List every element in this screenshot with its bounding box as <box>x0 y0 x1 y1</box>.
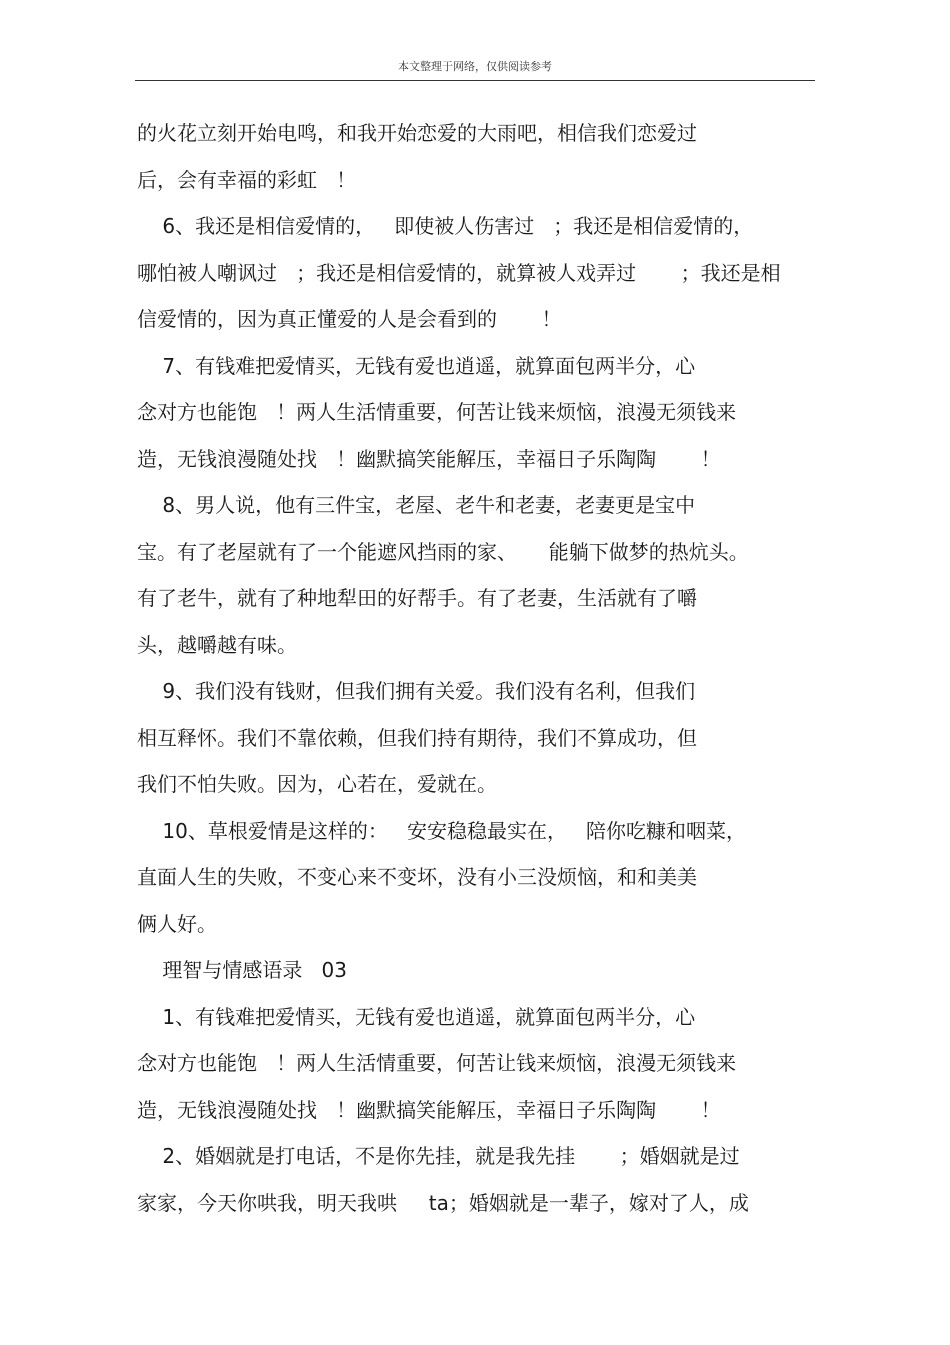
text-line: 俩人好。 <box>137 912 217 936</box>
text-line: 7、有钱难把爱情买，无钱有爱也逍遥，就算面包两半分，心 <box>137 354 696 378</box>
text-line: 6、我还是相信爱情的， 即使被人伤害过 ；我还是相信爱情的， <box>137 214 754 238</box>
text-line: 直面人生的失败，不变心来不变坏，没有小三没烦恼，和和美美 <box>137 865 697 889</box>
text-line: 哪怕被人嘲讽过 ；我还是相信爱情的，就算被人戏弄过 ；我还是相 <box>137 261 781 285</box>
text-line: 头，越嚼越有味。 <box>137 633 297 657</box>
text-line: 10、草根爱情是这样的： 安安稳稳最实在， 陪你吃糠和咽菜， <box>137 819 747 843</box>
text-line: 的火花立刻开始电鸣，和我开始恋爱的大雨吧，相信我们恋爱过 <box>137 121 697 145</box>
text-line: 8、男人说，他有三件宝，老屋、老牛和老妻，老妻更是宝中 <box>137 493 696 517</box>
text-line: 念对方也能饱 ！两人生活情重要，何苦让钱来烦恼，浪漫无须钱来 <box>137 1051 737 1075</box>
text-line: 念对方也能饱 ！两人生活情重要，何苦让钱来烦恼，浪漫无须钱来 <box>137 400 737 424</box>
page-header: 本文整理于网络，仅供阅读参考 <box>398 60 552 73</box>
text-line: 有了老牛，就有了种地犁田的好帮手。有了老妻，生活就有了嚼 <box>137 586 697 610</box>
section-heading: 理智与情感语录 03 <box>137 958 347 982</box>
text-line: 相互释怀。我们不靠依赖，但我们持有期待，我们不算成功，但 <box>137 726 697 750</box>
text-line: 家家，今天你哄我，明天我哄 ta；婚姻就是一辈子，嫁对了人，成 <box>137 1191 749 1215</box>
text-line: 9、我们没有钱财，但我们拥有关爱。我们没有名利，但我们 <box>137 679 696 703</box>
text-line: 信爱情的，因为真正懂爱的人是会看到的 ！ <box>137 307 562 331</box>
text-line: 宝。有了老屋就有了一个能遮风挡雨的家、 能躺下做梦的热炕头。 <box>137 540 749 564</box>
text-line: 后，会有幸福的彩虹 ！ <box>137 168 357 192</box>
text-line: 造，无钱浪漫随处找 ！幽默搞笑能解压，幸福日子乐陶陶 ！ <box>137 1098 721 1122</box>
text-line: 我们不怕失败。因为，心若在，爱就在。 <box>137 772 497 796</box>
text-line: 1、有钱难把爱情买，无钱有爱也逍遥，就算面包两半分，心 <box>137 1005 696 1029</box>
text-line: 造，无钱浪漫随处找 ！幽默搞笑能解压，幸福日子乐陶陶 ！ <box>137 447 721 471</box>
text-line: 2、婚姻就是打电话，不是你先挂，就是我先挂 ；婚姻就是过 <box>137 1144 740 1168</box>
